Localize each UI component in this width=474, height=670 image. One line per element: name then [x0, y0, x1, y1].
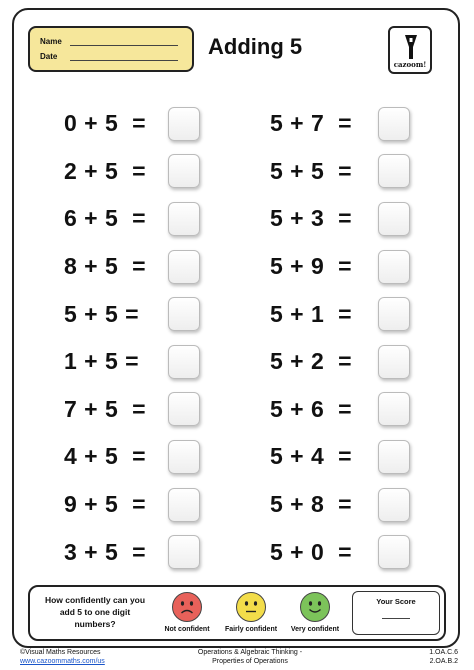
problem-row — [270, 243, 410, 291]
problem-row — [64, 433, 200, 481]
standards-block — [416, 648, 458, 666]
problems-right-column — [270, 100, 410, 576]
problem-row — [64, 528, 200, 576]
answer-box[interactable] — [168, 440, 200, 474]
answer-box[interactable] — [168, 535, 200, 569]
problem-expression: 8 + 5 = — [64, 253, 147, 280]
problem-row — [64, 481, 200, 529]
problem-expression: 5 + 0 = — [270, 538, 353, 565]
answer-box[interactable] — [168, 345, 200, 379]
confidence-question: How confidently can you add 5 to one digit numbers? — [44, 595, 146, 629]
date-label: Date — [40, 52, 58, 61]
problem-expression: 5 + 5 = — [270, 157, 353, 184]
answer-box[interactable] — [378, 297, 410, 331]
score-field[interactable] — [382, 618, 410, 619]
problem-expression: 7 + 5 = — [64, 395, 147, 422]
problems-left-column — [64, 100, 200, 576]
answer-box[interactable] — [378, 345, 410, 379]
problem-row — [64, 195, 200, 243]
copyright-block — [20, 648, 105, 666]
topic-line-2: Properties of Operations — [212, 658, 288, 665]
problem-expression: 5 + 6 = — [270, 395, 353, 422]
standard-code-1: 1.OA.C.6 — [429, 649, 458, 656]
problem-expression: 4 + 5 = — [64, 443, 147, 470]
answer-box[interactable] — [378, 154, 410, 188]
confidence-panel — [28, 585, 446, 641]
problem-expression: 0 + 5 = — [64, 110, 147, 137]
answer-box[interactable] — [378, 202, 410, 236]
answer-box[interactable] — [378, 392, 410, 426]
name-label: Name — [40, 37, 62, 46]
problem-row — [64, 290, 200, 338]
problem-row — [64, 100, 200, 148]
problem-expression: 5 + 2 = — [270, 348, 353, 375]
problem-row — [64, 243, 200, 291]
problem-expression: 5 + 4 = — [270, 443, 353, 470]
problem-row — [270, 481, 410, 529]
confidence-label: Not confident — [164, 626, 210, 633]
confidence-label: Very confident — [290, 626, 340, 633]
answer-box[interactable] — [168, 488, 200, 522]
problem-row — [270, 386, 410, 434]
confidence-option-happy[interactable] — [280, 591, 350, 633]
answer-box[interactable] — [168, 297, 200, 331]
problem-expression: 5 + 7 = — [270, 110, 353, 137]
neutral-face-icon — [235, 591, 267, 623]
answer-box[interactable] — [378, 440, 410, 474]
name-field[interactable] — [70, 37, 178, 46]
problem-row — [270, 433, 410, 481]
date-row — [40, 52, 178, 61]
confidence-option-sad[interactable] — [152, 591, 222, 633]
score-label: Your Score — [376, 597, 416, 606]
worksheet-title: Adding 5 — [208, 34, 303, 59]
problem-expression: 3 + 5 = — [64, 538, 147, 565]
problem-row — [270, 148, 410, 196]
answer-box[interactable] — [168, 154, 200, 188]
problem-expression: 5 + 8 = — [270, 491, 353, 518]
standard-code-2: 2.OA.B.2 — [429, 658, 458, 665]
problem-row — [64, 148, 200, 196]
score-box — [352, 591, 440, 635]
copyright-text: ©Visual Maths Resources — [20, 649, 101, 656]
problem-expression: 5 + 1 = — [270, 300, 353, 327]
problem-row — [270, 528, 410, 576]
problem-row — [270, 100, 410, 148]
date-field[interactable] — [70, 52, 178, 61]
problem-expression: 5 + 9 = — [270, 253, 353, 280]
problem-expression: 9 + 5 = — [64, 491, 147, 518]
answer-box[interactable] — [378, 488, 410, 522]
problem-row — [270, 195, 410, 243]
topic-line-1: Operations & Algebraic Thinking - — [197, 649, 303, 656]
problem-row — [64, 386, 200, 434]
problem-expression: 5 + 5 = — [64, 300, 140, 327]
name-date-box — [28, 26, 194, 72]
name-row — [40, 37, 178, 46]
logo-figure-icon — [404, 34, 418, 60]
problem-expression: 5 + 3 = — [270, 205, 353, 232]
confidence-label: Fairly confident — [224, 626, 278, 633]
website-link[interactable]: www.cazoommaths.com/us — [20, 658, 105, 665]
answer-box[interactable] — [168, 202, 200, 236]
answer-box[interactable] — [168, 392, 200, 426]
problem-row — [270, 290, 410, 338]
problem-row — [270, 338, 410, 386]
answer-box[interactable] — [168, 250, 200, 284]
answer-box[interactable] — [378, 107, 410, 141]
cazoom-logo — [388, 26, 432, 74]
problem-expression: 6 + 5 = — [64, 205, 147, 232]
answer-box[interactable] — [168, 107, 200, 141]
problem-row — [64, 338, 200, 386]
topic-block — [160, 648, 340, 666]
happy-face-icon — [299, 591, 331, 623]
answer-box[interactable] — [378, 250, 410, 284]
confidence-option-neutral[interactable] — [216, 591, 286, 633]
answer-box[interactable] — [378, 535, 410, 569]
logo-text: cazoom! — [393, 60, 427, 69]
problem-expression: 2 + 5 = — [64, 157, 147, 184]
sad-face-icon — [171, 591, 203, 623]
problem-expression: 1 + 5 = — [64, 348, 140, 375]
